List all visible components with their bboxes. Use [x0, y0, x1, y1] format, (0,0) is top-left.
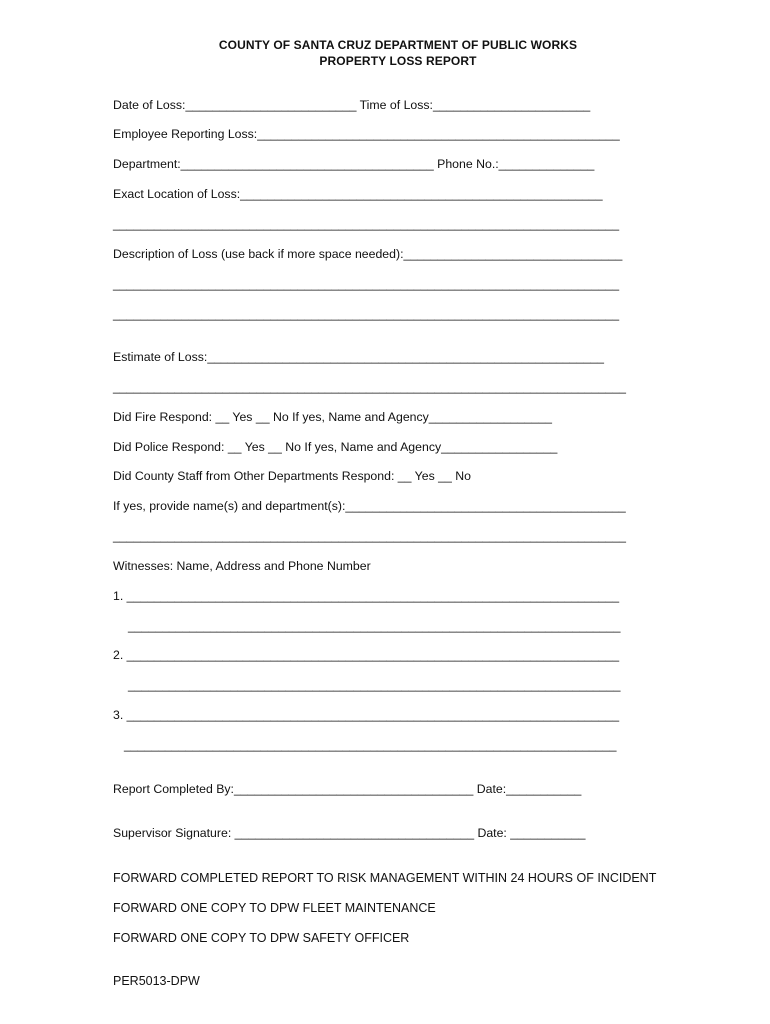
department-phone-field[interactable]: Department:_____________________________________ Phone No.:______________: [113, 157, 595, 171]
county-staff-respond-field[interactable]: Did County Staff from Other Departments Respond: __ Yes __ No: [113, 469, 471, 483]
supervisor-signature-field[interactable]: Supervisor Signature: ___________________________________ Date: ___________: [113, 826, 586, 840]
exact-location-field[interactable]: Exact Location of Loss:_____________________________________________________: [113, 187, 603, 201]
date-time-of-loss-field[interactable]: Date of Loss:_________________________ Time of Loss:_______________________: [113, 98, 591, 112]
estimate-of-loss-field[interactable]: Estimate of Loss:__________________________________________________________: [113, 350, 604, 364]
instruction-risk-management: FORWARD COMPLETED REPORT TO RISK MANAGEMENT WITHIN 24 HOURS OF INCIDENT: [113, 871, 657, 885]
fire-respond-field[interactable]: Did Fire Respond: __ Yes __ No If yes, Name and Agency__________________: [113, 410, 552, 424]
witnesses-heading: Witnesses: Name, Address and Phone Number: [113, 559, 371, 573]
witness-2-continuation-line[interactable]: ________________________________________________________________________: [128, 678, 621, 692]
employee-reporting-loss-field[interactable]: Employee Reporting Loss:_____________________________________________________: [113, 127, 620, 141]
witness-1-field[interactable]: 1. ________________________________________________________________________: [113, 589, 620, 603]
estimate-continuation-line[interactable]: ___________________________________________________________________________: [113, 380, 626, 394]
instruction-safety-officer: FORWARD ONE COPY TO DPW SAFETY OFFICER: [113, 931, 410, 945]
witness-1-continuation-line[interactable]: ________________________________________________________________________: [128, 619, 621, 633]
provide-names-field[interactable]: If yes, provide name(s) and department(s):_________________________________________: [113, 499, 626, 513]
description-continuation-line-2[interactable]: __________________________________________________________________________: [113, 307, 620, 321]
witness-3-continuation-line[interactable]: ________________________________________________________________________: [124, 738, 617, 752]
instruction-fleet-maintenance: FORWARD ONE COPY TO DPW FLEET MAINTENANCE: [113, 901, 436, 915]
witness-3-field[interactable]: 3. ________________________________________________________________________: [113, 708, 620, 722]
form-title: PROPERTY LOSS REPORT: [319, 54, 477, 68]
location-continuation-line[interactable]: __________________________________________________________________________: [113, 217, 620, 231]
org-title: COUNTY OF SANTA CRUZ DEPARTMENT OF PUBLIC WORKS: [218, 38, 578, 52]
description-continuation-line-1[interactable]: __________________________________________________________________________: [113, 277, 620, 291]
report-completed-by-field[interactable]: Report Completed By:___________________________________ Date:___________: [113, 782, 582, 796]
provide-names-continuation-line[interactable]: ___________________________________________________________________________: [113, 529, 626, 543]
witness-2-field[interactable]: 2. ________________________________________________________________________: [113, 648, 620, 662]
description-of-loss-field[interactable]: Description of Loss (use back if more space needed):________________________________: [113, 247, 623, 261]
form-number: PER5013-DPW: [113, 974, 200, 988]
police-respond-field[interactable]: Did Police Respond: __ Yes __ No If yes, Name and Agency_________________: [113, 440, 558, 454]
